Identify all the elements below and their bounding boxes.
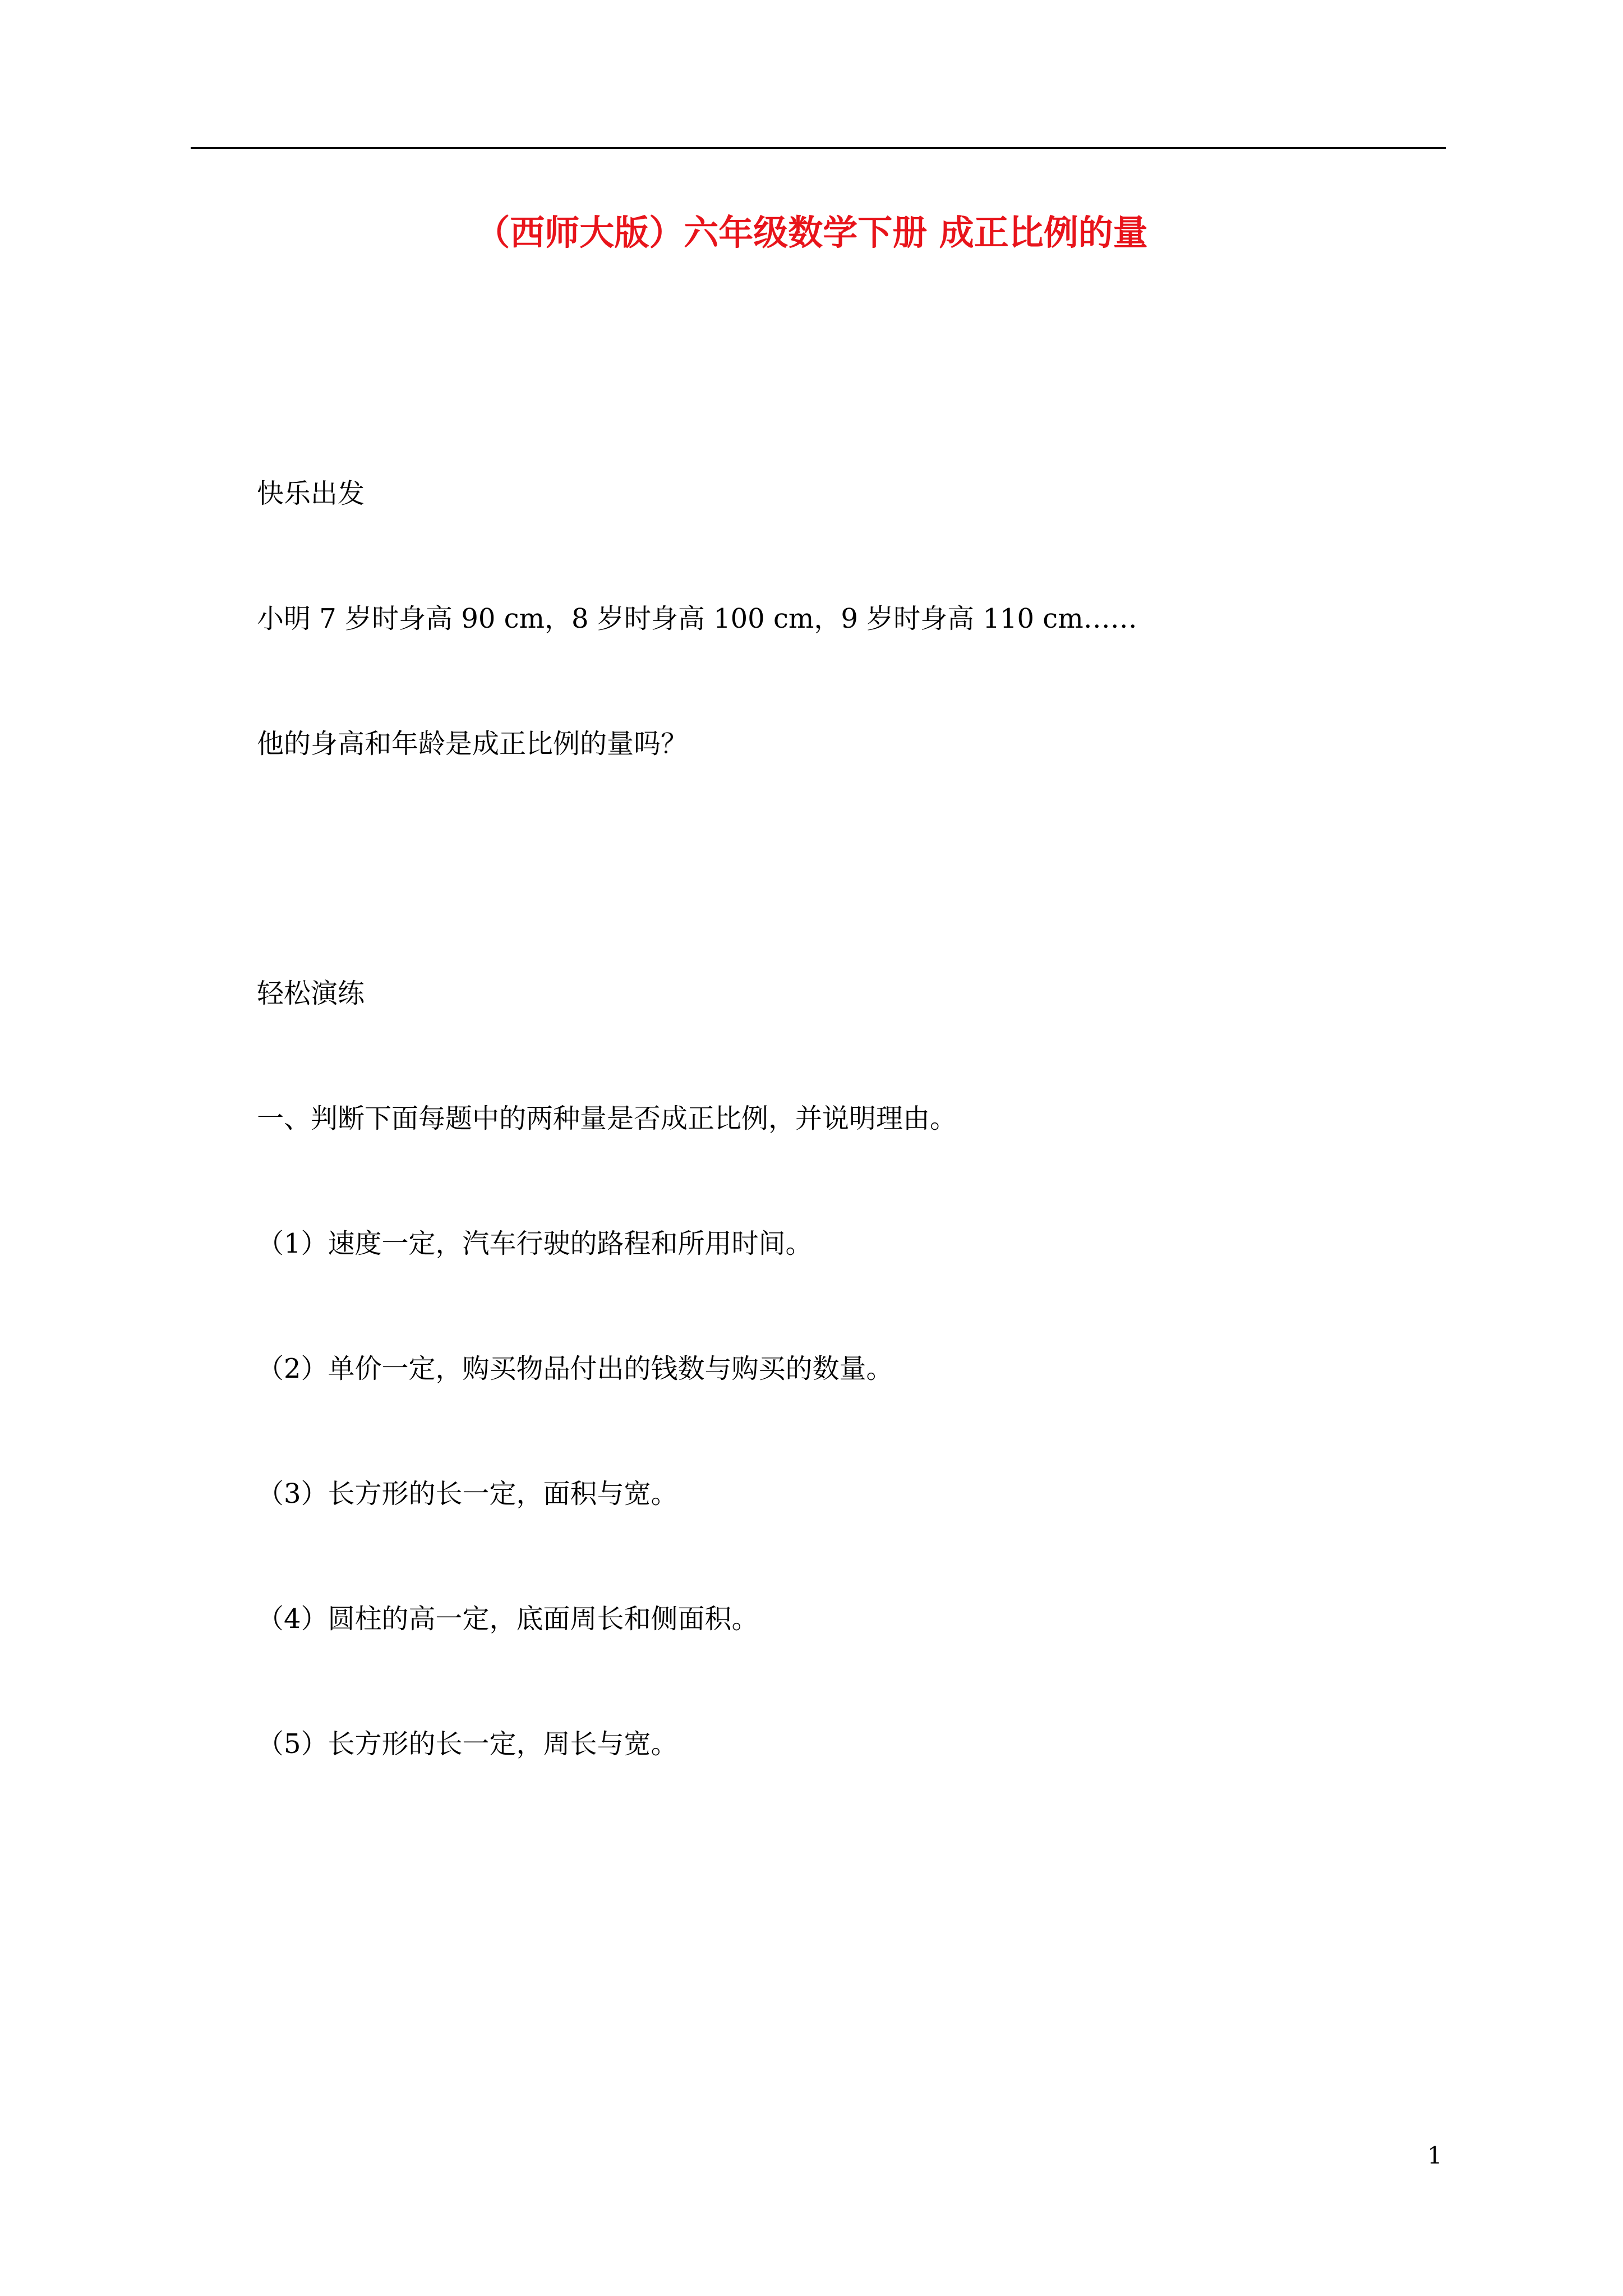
- section-heading-warmup: 快乐出发: [257, 478, 365, 509]
- warmup-line-1: 小明 7 岁时身高 90 cm，8 岁时身高 100 cm，9 岁时身高 110 cm……: [257, 603, 1137, 634]
- practice-item-2: （2）单价一定，购买物品付出的钱数与购买的数量。: [257, 1353, 893, 1384]
- warmup-line-2: 他的身高和年龄是成正比例的量吗？: [257, 728, 688, 760]
- page-number: 1: [1427, 2142, 1442, 2169]
- document-title: （西师大版）六年级数学下册 成正比例的量: [475, 212, 1148, 253]
- practice-item-5: （5）长方形的长一定，周长与宽。: [257, 1728, 678, 1760]
- practice-item-4: （4）圆柱的高一定，底面周长和侧面积。: [257, 1603, 759, 1635]
- practice-question: 一、判断下面每题中的两种量是否成正比例，并说明理由。: [257, 1103, 957, 1134]
- section-heading-practice: 轻松演练: [257, 978, 365, 1009]
- header-rule: [191, 147, 1446, 149]
- practice-item-3: （3）长方形的长一定，面积与宽。: [257, 1478, 678, 1510]
- practice-item-1: （1）速度一定，汽车行驶的路程和所用时间。: [257, 1228, 813, 1259]
